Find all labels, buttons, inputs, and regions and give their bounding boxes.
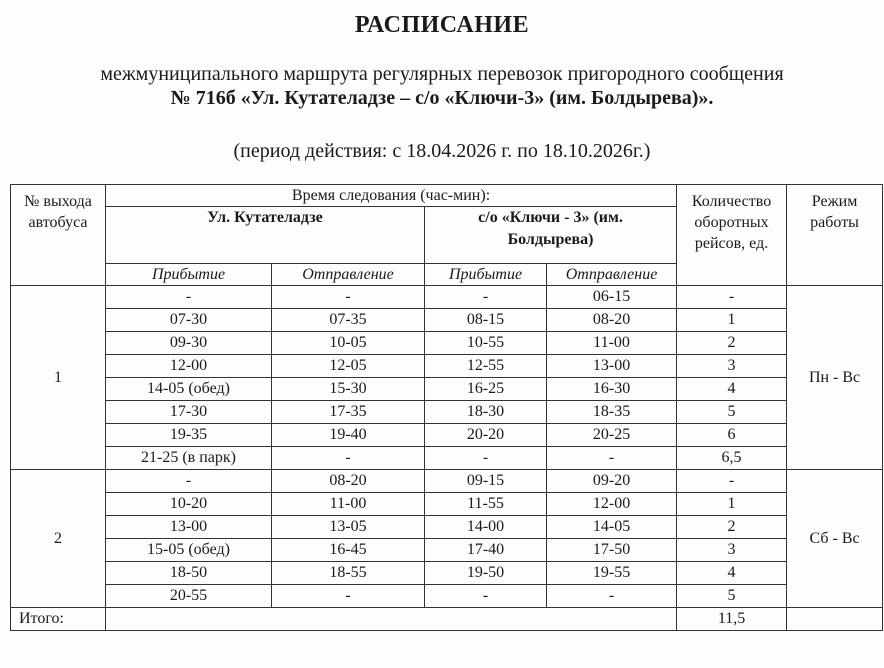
cell-b-departure: 09-20	[547, 470, 677, 493]
cell-a-arrival: 13-00	[106, 516, 272, 539]
cell-trips: 3	[677, 355, 787, 378]
cell-b-arrival: 08-15	[425, 309, 547, 332]
header-mode: Режим работы	[787, 185, 883, 286]
cell-trips: -	[677, 470, 787, 493]
cell-a-arrival: -	[106, 470, 272, 493]
cell-a-departure: 15-30	[272, 378, 425, 401]
cell-b-arrival: 20-20	[425, 424, 547, 447]
cell-b-departure: 06-15	[547, 286, 677, 309]
cell-a-arrival: -	[106, 286, 272, 309]
table-row	[11, 355, 883, 378]
cell-a-departure: 08-20	[272, 470, 425, 493]
cell-trips: 1	[677, 493, 787, 516]
cell-b-departure: 19-55	[547, 562, 677, 585]
cell-a-departure: -	[272, 447, 425, 470]
cell-a-departure: 11-00	[272, 493, 425, 516]
cell-trips: -	[677, 286, 787, 309]
cell-b-arrival: 14-00	[425, 516, 547, 539]
cell-b-departure: 14-05	[547, 516, 677, 539]
cell-a-departure: 12-05	[272, 355, 425, 378]
table-row	[11, 378, 883, 401]
cell-a-arrival: 21-25 (в парк)	[106, 447, 272, 470]
cell-a-arrival: 19-35	[106, 424, 272, 447]
table-row	[11, 424, 883, 447]
cell-b-arrival: -	[425, 585, 547, 608]
header-b-arrival: Прибытие	[425, 264, 547, 286]
total-empty	[106, 608, 677, 631]
cell-trips: 4	[677, 562, 787, 585]
operating-mode: Пн - Вс	[787, 286, 883, 470]
cell-trips: 2	[677, 332, 787, 355]
cell-b-arrival: 11-55	[425, 493, 547, 516]
header-stop-kutateladze: Ул. Кутателадзе	[106, 207, 425, 264]
cell-trips: 3	[677, 539, 787, 562]
cell-a-departure: -	[272, 286, 425, 309]
table-row	[11, 447, 883, 470]
cell-a-departure: 16-45	[272, 539, 425, 562]
total-label: Итого:	[11, 608, 106, 631]
cell-b-arrival: 12-55	[425, 355, 547, 378]
table-row	[11, 539, 883, 562]
header-trips: Количество оборотных рейсов, ед.	[677, 185, 787, 286]
cell-b-arrival: -	[425, 286, 547, 309]
bus-number: 2	[11, 470, 106, 608]
document-title: РАСПИСАНИЕ	[354, 12, 530, 38]
table-row	[11, 309, 883, 332]
table-row	[11, 470, 883, 493]
header-b-departure: Отправление	[547, 264, 677, 286]
cell-a-departure: 07-35	[272, 309, 425, 332]
table-row	[11, 332, 883, 355]
cell-b-departure: -	[547, 585, 677, 608]
total-trips: 11,5	[677, 608, 787, 631]
cell-trips: 1	[677, 309, 787, 332]
header-a-arrival: Прибытие	[106, 264, 272, 286]
total-mode-empty	[787, 608, 883, 631]
cell-a-departure: -	[272, 585, 425, 608]
cell-b-departure: 16-30	[547, 378, 677, 401]
cell-b-arrival: -	[425, 447, 547, 470]
cell-trips: 2	[677, 516, 787, 539]
cell-a-arrival: 20-55	[106, 585, 272, 608]
schedule-body	[11, 286, 883, 608]
cell-a-departure: 13-05	[272, 516, 425, 539]
cell-b-arrival: 19-50	[425, 562, 547, 585]
cell-a-departure: 19-40	[272, 424, 425, 447]
validity-period: (период действия: с 18.04.2026 г. по 18.10.2026г.)	[233, 140, 651, 162]
cell-a-arrival: 18-50	[106, 562, 272, 585]
cell-b-departure: 12-00	[547, 493, 677, 516]
total-row	[11, 608, 883, 631]
table-row	[11, 516, 883, 539]
cell-a-arrival: 12-00	[106, 355, 272, 378]
cell-trips: 5	[677, 401, 787, 424]
table-row	[11, 585, 883, 608]
cell-b-arrival: 10-55	[425, 332, 547, 355]
cell-a-departure: 17-35	[272, 401, 425, 424]
table-row	[11, 286, 883, 309]
cell-b-departure: 17-50	[547, 539, 677, 562]
cell-b-arrival: 09-15	[425, 470, 547, 493]
cell-trips: 4	[677, 378, 787, 401]
cell-a-arrival: 17-30	[106, 401, 272, 424]
cell-trips: 6	[677, 424, 787, 447]
cell-a-arrival: 10-20	[106, 493, 272, 516]
table-row	[11, 562, 883, 585]
schedule-table	[10, 184, 883, 631]
cell-a-arrival: 15-05 (обед)	[106, 539, 272, 562]
cell-a-departure: 10-05	[272, 332, 425, 355]
cell-a-departure: 18-55	[272, 562, 425, 585]
cell-b-departure: 18-35	[547, 401, 677, 424]
header-travel-time: Время следования (час-мин):	[106, 185, 677, 207]
header-stop-klyuchi: с/о «Ключи - 3» (им. Болдырева)	[425, 207, 677, 264]
cell-b-departure: 11-00	[547, 332, 677, 355]
operating-mode: Сб - Вс	[787, 470, 883, 608]
cell-a-arrival: 09-30	[106, 332, 272, 355]
cell-b-arrival: 18-30	[425, 401, 547, 424]
cell-b-arrival: 16-25	[425, 378, 547, 401]
cell-b-departure: -	[547, 447, 677, 470]
cell-b-departure: 13-00	[547, 355, 677, 378]
cell-a-arrival: 07-30	[106, 309, 272, 332]
route-name: № 716б «Ул. Кутателадзе – с/о «Ключи-3» (им. Болдырева)».	[170, 87, 714, 109]
document-subtitle: межмуниципального маршрута регулярных перевозок пригородного сообщения	[100, 63, 784, 85]
cell-b-departure: 20-25	[547, 424, 677, 447]
header-a-departure: Отправление	[272, 264, 425, 286]
table-row	[11, 401, 883, 424]
cell-trips: 5	[677, 585, 787, 608]
cell-trips: 6,5	[677, 447, 787, 470]
table-row	[11, 493, 883, 516]
cell-a-arrival: 14-05 (обед)	[106, 378, 272, 401]
cell-b-arrival: 17-40	[425, 539, 547, 562]
cell-b-departure: 08-20	[547, 309, 677, 332]
bus-number: 1	[11, 286, 106, 470]
header-bus-no: № выхода автобуса	[11, 185, 106, 286]
